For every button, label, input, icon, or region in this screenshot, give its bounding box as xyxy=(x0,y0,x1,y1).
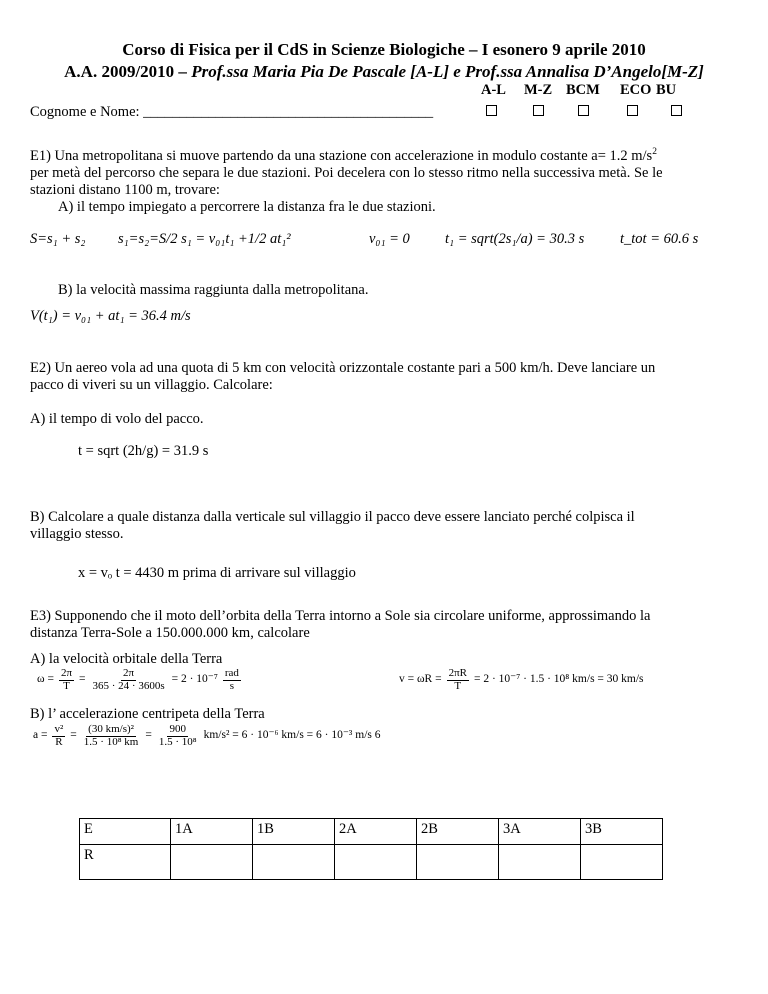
omega-fraction-2 xyxy=(91,668,167,692)
e1-question-b: B) la velocità massima raggiunta dalla metropolitana. xyxy=(58,282,369,298)
frac-den: s xyxy=(229,679,235,692)
table-header-cell: 1B xyxy=(253,819,335,845)
frac-num: 2π xyxy=(123,667,135,679)
e1-formula-vmax: V(t₁) = v₀₁ + at₁ = 36.4 m/s xyxy=(30,308,191,324)
group-label-bcm: BCM xyxy=(566,82,600,98)
omega-lhs: ω = xyxy=(37,673,54,686)
e1-line-3: stazioni distano 1100 m, trovare: xyxy=(30,182,220,199)
table-header-cell: 2A xyxy=(335,819,417,845)
table-header-cell: 3B xyxy=(581,819,663,845)
e1-line-1: E1) Una metropolitana si muove partendo da una stazione con accelerazione in modulo costante a= 1.2 m/s xyxy=(30,148,653,164)
score-table xyxy=(79,818,663,880)
table-header-cell: 1A xyxy=(171,819,253,845)
e3-velocity-equation xyxy=(396,668,647,692)
exam-subtitle xyxy=(0,62,768,82)
frac-den: 1.5 · 10⁸ xyxy=(158,735,197,748)
omega-unit xyxy=(223,668,241,692)
e2-formula-x: x = vₒ t = 4430 m prima di arrivare sul villaggio xyxy=(78,565,356,581)
acc-fraction-3 xyxy=(157,724,199,748)
frac-num: 900 xyxy=(169,723,186,735)
checkbox-bu[interactable] xyxy=(671,105,682,116)
table-row xyxy=(80,819,663,845)
frac-den: T xyxy=(454,679,462,692)
e3-omega-equation xyxy=(34,668,243,692)
e1-formula-v0: v₀₁ = 0 xyxy=(369,231,410,247)
table-header-cell: 3A xyxy=(499,819,581,845)
e1-formula-half: s₁=s₂=S/2 s₁ = v₀₁t₁ +1/2 at₁² xyxy=(118,231,291,247)
table-header-cell: 2B xyxy=(417,819,499,845)
e1-line-2: per metà del percorso che separa le due stazioni. Poi decelera con lo stesso ritmo nella successiva metà. Se le xyxy=(30,165,663,182)
e2-text xyxy=(30,360,750,394)
professors: Prof.ssa Maria Pia De Pascale [A-L] e Prof.ssa Annalisa D’Angelo[M-Z] xyxy=(191,62,704,81)
group-label-eco: ECO xyxy=(620,82,652,98)
e3-line-1: E3) Supponendo che il moto dell’orbita della Terra intorno a Sole sia circolare uniforme, approssimando la xyxy=(30,608,651,624)
omega-value: = 2 · 10⁻⁷ xyxy=(171,673,218,686)
frac-den: 1.5 · 10⁸ km xyxy=(83,735,139,748)
e3-question-b: B) l’ accelerazione centripeta della Terra xyxy=(30,706,265,722)
equals: = xyxy=(145,729,152,742)
checkbox-eco[interactable] xyxy=(627,105,638,116)
frac-num: v² xyxy=(54,723,64,735)
checkbox-bcm[interactable] xyxy=(578,105,589,116)
e1-formula-ttot: t_tot = 60.6 s xyxy=(620,231,699,247)
e2-formula-t: t = sqrt (2h/g) = 31.9 s xyxy=(78,443,209,459)
frac-num: rad xyxy=(224,667,239,679)
acc-fraction-1 xyxy=(52,724,65,748)
omega-fraction-1 xyxy=(59,668,74,692)
table-row xyxy=(80,845,663,880)
group-label-bu: BU xyxy=(656,82,677,98)
academic-year: A.A. 2009/2010 – xyxy=(64,62,192,81)
checkbox-mz[interactable] xyxy=(533,105,544,116)
checkbox-al[interactable] xyxy=(486,105,497,116)
name-field[interactable]: Cognome e Nome: ________________________________________ xyxy=(30,104,434,120)
e1-formula-sum: S=s₁ + s₂ xyxy=(30,231,86,247)
e2-line-2: pacco di viveri su un villaggio. Calcolare: xyxy=(30,377,273,394)
e3-question-a: A) la velocità orbitale della Terra xyxy=(30,651,223,667)
e1-question-a: A) il tempo impiegato a percorrere la distanza fra le due stazioni. xyxy=(58,199,436,216)
velocity-lhs: v = ωR = xyxy=(399,673,442,686)
frac-den: 365 · 24 · 3600s xyxy=(92,679,165,692)
table-cell: R xyxy=(80,845,171,880)
table-cell[interactable] xyxy=(171,845,253,880)
frac-den: T xyxy=(63,679,70,692)
table-cell[interactable] xyxy=(335,845,417,880)
e3-line-2: distanza Terra-Sole a 150.000.000 km, calcolare xyxy=(30,625,310,642)
table-cell[interactable] xyxy=(253,845,335,880)
e2-question-b xyxy=(30,509,750,543)
e2-question-a: A) il tempo di volo del pacco. xyxy=(30,411,204,427)
group-label-mz: M-Z xyxy=(524,82,553,98)
acceleration-value: km/s² = 6 · 10⁻⁶ km/s = 6 · 10⁻³ m/s 6 xyxy=(203,729,381,742)
exam-title: Corso di Fisica per il CdS in Scienze Biologiche – I esonero 9 aprile 2010 xyxy=(122,40,646,59)
table-header-cell: E xyxy=(80,819,171,845)
table-cell[interactable] xyxy=(417,845,499,880)
velocity-value: = 2 · 10⁻⁷ · 1.5 · 10⁸ km/s = 30 km/s xyxy=(473,673,644,686)
equals: = xyxy=(79,673,86,686)
table-cell[interactable] xyxy=(581,845,663,880)
group-label-al: A-L xyxy=(481,82,506,98)
frac-num: 2πR xyxy=(448,667,467,679)
e3-acceleration-equation xyxy=(30,724,384,748)
e1-formula-t1: t₁ = sqrt(2s₁/a) = 30.3 s xyxy=(445,231,585,247)
frac-num: (30 km/s)² xyxy=(88,723,134,735)
equals: = xyxy=(70,729,77,742)
acc-fraction-2 xyxy=(82,724,141,748)
e1-superscript: 2 xyxy=(652,147,657,158)
frac-den: R xyxy=(55,735,63,748)
frac-num: 2π xyxy=(60,667,72,679)
e3-text xyxy=(30,608,750,642)
e2-question-b-line-2: villaggio stesso. xyxy=(30,526,124,543)
e2-line-1: E2) Un aereo vola ad una quota di 5 km con velocità orizzontale costante pari a 500 km/h. Deve lanciare un xyxy=(30,360,656,376)
table-cell[interactable] xyxy=(499,845,581,880)
acceleration-lhs: a = xyxy=(33,729,48,742)
e2-question-b-line-1: B) Calcolare a quale distanza dalla verticale sul villaggio il pacco deve essere lanciato perché colpisca il xyxy=(30,509,635,525)
velocity-fraction xyxy=(447,668,469,692)
e1-text xyxy=(30,148,750,216)
